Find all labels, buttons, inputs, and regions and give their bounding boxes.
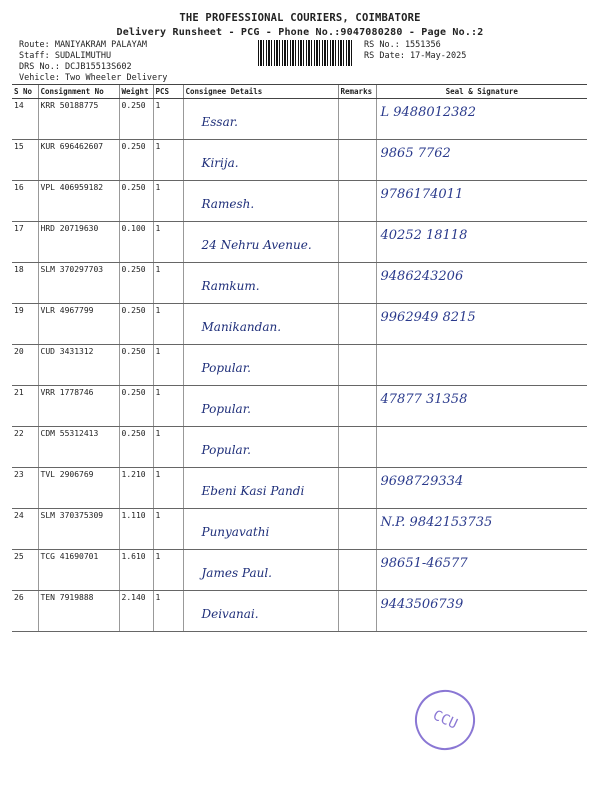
row-signature-cell xyxy=(376,591,587,632)
table-row xyxy=(12,181,587,222)
table-row xyxy=(12,222,587,263)
runsheet-table xyxy=(12,84,587,632)
row-sno: 15 xyxy=(12,140,38,181)
row-remarks xyxy=(338,345,376,386)
row-signature-cell xyxy=(376,140,587,181)
row-pcs: 1 xyxy=(153,427,183,468)
row-sno: 26 xyxy=(12,591,38,632)
row-consignee-cell xyxy=(183,386,338,427)
row-consignment: VLR 4967799 xyxy=(38,304,119,345)
row-weight: 0.250 xyxy=(119,99,153,140)
table-row xyxy=(12,509,587,550)
col-remarks: Remarks xyxy=(338,85,376,99)
row-weight: 0.250 xyxy=(119,427,153,468)
row-signature-cell xyxy=(376,304,587,345)
row-signature-cell xyxy=(376,468,587,509)
row-pcs: 1 xyxy=(153,550,183,591)
signature-handwriting: 9443506739 xyxy=(380,597,464,612)
row-consignee-cell xyxy=(183,550,338,591)
row-pcs: 1 xyxy=(153,509,183,550)
consignee-handwriting: Ebeni Kasi Pandi xyxy=(201,484,305,498)
table-row xyxy=(12,427,587,468)
row-pcs: 1 xyxy=(153,468,183,509)
consignee-handwriting: Popular. xyxy=(201,443,251,457)
row-weight: 0.250 xyxy=(119,345,153,386)
signature-handwriting: 9698729334 xyxy=(380,474,464,489)
row-sno: 24 xyxy=(12,509,38,550)
table-header xyxy=(12,85,587,99)
row-consignment: KUR 696462607 xyxy=(38,140,119,181)
row-signature-cell xyxy=(376,550,587,591)
row-sno: 17 xyxy=(12,222,38,263)
row-consignment: HRD 20719630 xyxy=(38,222,119,263)
row-signature-cell xyxy=(376,345,587,386)
row-remarks xyxy=(338,427,376,468)
table-row xyxy=(12,386,587,427)
row-pcs: 1 xyxy=(153,140,183,181)
row-consignee-cell xyxy=(183,427,338,468)
row-pcs: 1 xyxy=(153,263,183,304)
drs-label: DRS No.: DCJB15513S602 xyxy=(19,62,132,72)
table-row xyxy=(12,468,587,509)
row-pcs: 1 xyxy=(153,591,183,632)
route-label: Route: MANIYAKRAM PALAYAM xyxy=(19,40,147,50)
row-weight: 0.250 xyxy=(119,263,153,304)
signature-handwriting: 98651-46577 xyxy=(380,556,468,571)
row-sno: 19 xyxy=(12,304,38,345)
row-weight: 0.100 xyxy=(119,222,153,263)
table-row xyxy=(12,591,587,632)
row-remarks xyxy=(338,386,376,427)
runsheet-subtitle: Delivery Runsheet - PCG - Phone No.:9047080280 - Page No.:2 xyxy=(116,27,484,38)
row-consignee-cell xyxy=(183,591,338,632)
consignee-handwriting: James Paul. xyxy=(201,566,272,580)
row-sno: 22 xyxy=(12,427,38,468)
row-weight: 1.110 xyxy=(119,509,153,550)
table-row xyxy=(12,99,587,140)
consignee-handwriting: Essar. xyxy=(201,115,238,129)
table-row xyxy=(12,140,587,181)
row-remarks xyxy=(338,591,376,632)
consignee-handwriting: 24 Nehru Avenue. xyxy=(201,238,312,252)
row-sno: 18 xyxy=(12,263,38,304)
row-consignee-cell xyxy=(183,140,338,181)
row-consignment: VPL 406959182 xyxy=(38,181,119,222)
row-weight: 2.140 xyxy=(119,591,153,632)
table-row xyxy=(12,304,587,345)
signature-handwriting: 9486243206 xyxy=(380,269,464,284)
row-consignment: TVL 2906769 xyxy=(38,468,119,509)
row-weight: 1.210 xyxy=(119,468,153,509)
row-sno: 20 xyxy=(12,345,38,386)
row-signature-cell xyxy=(376,99,587,140)
signature-handwriting: 9786174011 xyxy=(380,187,464,202)
signature-handwriting: 9962949 8215 xyxy=(380,310,476,325)
row-sno: 14 xyxy=(12,99,38,140)
stamp-mark: CCU xyxy=(405,680,485,760)
row-consignment: VRR 1778746 xyxy=(38,386,119,427)
col-sno: S No xyxy=(12,85,38,99)
signature-handwriting: 40252 18118 xyxy=(380,228,468,243)
consignee-handwriting: Ramesh. xyxy=(201,197,255,211)
table-row xyxy=(12,345,587,386)
row-consignment: SLM 370297703 xyxy=(38,263,119,304)
rs-number: RS No.: 1551356 xyxy=(364,40,441,50)
row-consignee-cell xyxy=(183,99,338,140)
row-remarks xyxy=(338,550,376,591)
consignee-handwriting: Popular. xyxy=(201,361,251,375)
row-sno: 16 xyxy=(12,181,38,222)
row-remarks xyxy=(338,222,376,263)
signature-handwriting: 9865 7762 xyxy=(380,146,451,161)
row-signature-cell xyxy=(376,386,587,427)
row-remarks xyxy=(338,304,376,345)
row-sno: 25 xyxy=(12,550,38,591)
row-consignee-cell xyxy=(183,263,338,304)
row-remarks xyxy=(338,99,376,140)
row-sno: 21 xyxy=(12,386,38,427)
row-weight: 0.250 xyxy=(119,181,153,222)
staff-label: Staff: SUDALIMUTHU xyxy=(19,51,112,61)
signature-handwriting: L 9488012382 xyxy=(380,105,476,120)
company-title: THE PROFESSIONAL COURIERS, COIMBATORE xyxy=(179,12,421,24)
col-signature: Seal & Signature xyxy=(376,85,587,99)
col-consignment: Consignment No xyxy=(38,85,119,99)
col-consignee: Consignee Details xyxy=(183,85,338,99)
row-weight: 0.250 xyxy=(119,386,153,427)
row-remarks xyxy=(338,140,376,181)
row-remarks xyxy=(338,509,376,550)
row-consignee-cell xyxy=(183,509,338,550)
barcode xyxy=(258,40,354,66)
row-pcs: 1 xyxy=(153,99,183,140)
consignee-handwriting: Popular. xyxy=(201,402,251,416)
rs-date: RS Date: 17-May-2025 xyxy=(364,51,467,61)
row-consignment: CUD 3431312 xyxy=(38,345,119,386)
row-consignee-cell xyxy=(183,468,338,509)
signature-handwriting: 47877 31358 xyxy=(380,392,468,407)
row-signature-cell xyxy=(376,509,587,550)
row-consignment: TCG 41690701 xyxy=(38,550,119,591)
row-consignee-cell xyxy=(183,345,338,386)
row-signature-cell xyxy=(376,263,587,304)
consignee-handwriting: Ramkum. xyxy=(201,279,260,293)
row-consignee-cell xyxy=(183,222,338,263)
vehicle-label: Vehicle: Two Wheeler Delivery xyxy=(19,73,168,83)
row-remarks xyxy=(338,181,376,222)
col-pcs: PCS xyxy=(153,85,183,99)
row-consignment: CDM 55312413 xyxy=(38,427,119,468)
table-row xyxy=(12,550,587,591)
row-sno: 23 xyxy=(12,468,38,509)
consignee-handwriting: Deivanai. xyxy=(201,607,259,621)
row-signature-cell xyxy=(376,222,587,263)
row-signature-cell xyxy=(376,181,587,222)
col-weight: Weight xyxy=(119,85,153,99)
row-remarks xyxy=(338,263,376,304)
row-weight: 0.250 xyxy=(119,304,153,345)
consignee-handwriting: Punyavathi xyxy=(201,525,270,539)
row-pcs: 1 xyxy=(153,222,183,263)
row-weight: 1.610 xyxy=(119,550,153,591)
consignee-handwriting: Kirija. xyxy=(201,156,239,170)
row-consignee-cell xyxy=(183,181,338,222)
row-consignment: SLM 370375309 xyxy=(38,509,119,550)
row-signature-cell xyxy=(376,427,587,468)
row-consignee-cell xyxy=(183,304,338,345)
row-weight: 0.250 xyxy=(119,140,153,181)
row-pcs: 1 xyxy=(153,386,183,427)
row-consignment: TEN 7919888 xyxy=(38,591,119,632)
row-pcs: 1 xyxy=(153,345,183,386)
row-pcs: 1 xyxy=(153,181,183,222)
signature-handwriting: N.P. 9842153735 xyxy=(380,515,493,530)
row-remarks xyxy=(338,468,376,509)
row-consignment: KRR 50188775 xyxy=(38,99,119,140)
consignee-handwriting: Manikandan. xyxy=(201,320,282,334)
table-row xyxy=(12,263,587,304)
row-pcs: 1 xyxy=(153,304,183,345)
